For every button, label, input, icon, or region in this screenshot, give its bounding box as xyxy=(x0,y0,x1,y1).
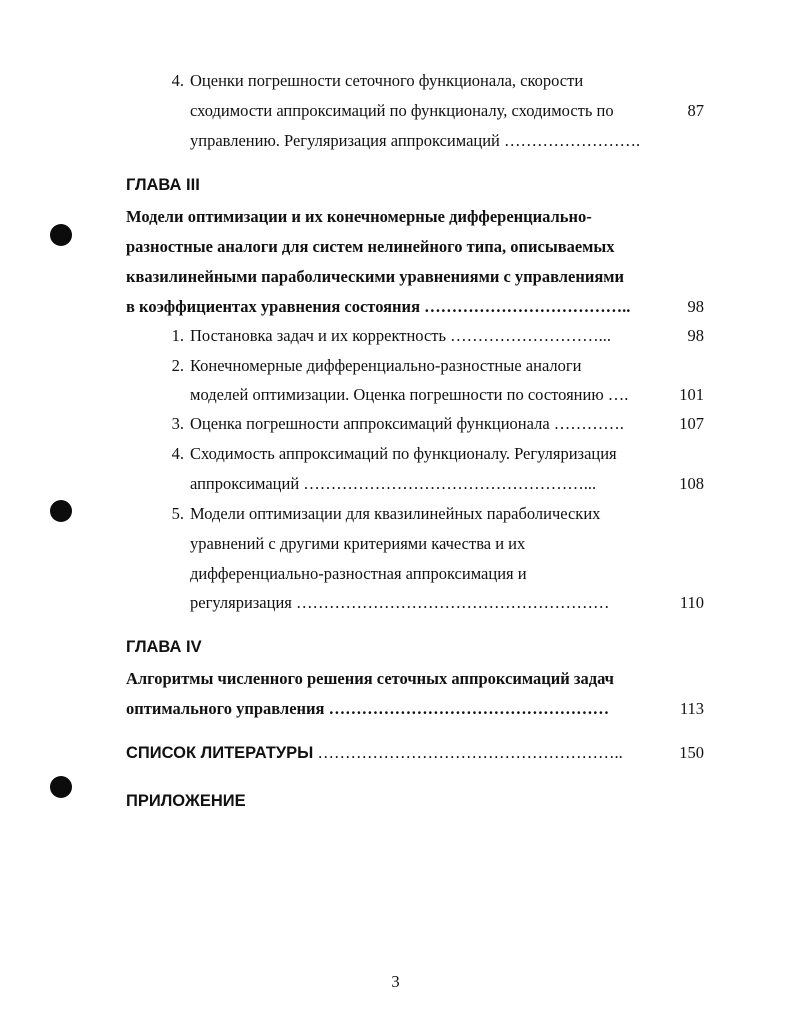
references-label: СПИСОК ЛИТЕРАТУРЫ xyxy=(126,744,314,762)
appendix-heading: ПРИЛОЖЕНИЕ xyxy=(126,792,246,810)
page-number: 101 xyxy=(679,385,704,404)
chapter-title-line: в коэффициентах уравнения состояния ……………………………….. xyxy=(126,297,631,316)
item-text-line: сходимости аппроксимаций по функционалу, сходимость по xyxy=(190,101,614,120)
item-text-line: Оценка погрешности аппроксимаций функционала …………. xyxy=(190,414,624,433)
page-number: 113 xyxy=(679,699,704,718)
item-text-line: Конечномерные дифференциально-разностные аналоги xyxy=(190,356,582,375)
page-number: 110 xyxy=(679,593,704,612)
item-text-line: управлению. Регуляризация аппроксимаций ……………………. xyxy=(190,131,641,150)
page-number: 98 xyxy=(687,326,704,345)
item-number: 1. xyxy=(171,326,184,345)
page-number: 107 xyxy=(679,414,704,433)
item-text-line: уравнений с другими критериями качества и их xyxy=(190,534,526,553)
item-text-line: моделей оптимизации. Оценка погрешности по состоянию …. xyxy=(190,385,629,404)
item-text-line: дифференциально-разностная аппроксимация и xyxy=(190,564,527,583)
page-number: 108 xyxy=(679,474,704,493)
chapter-title-line: Модели оптимизации и их конечномерные дифференциально- xyxy=(126,207,592,226)
punch-hole-middle xyxy=(50,500,72,522)
footer-page-number: 3 xyxy=(391,972,400,991)
references-leader: ……………………………………………….. xyxy=(313,743,623,762)
page-number: 150 xyxy=(679,743,704,762)
item-text-line: регуляризация ………………………………………………… xyxy=(190,593,610,612)
chapter-title-line: Алгоритмы численного решения сеточных аппроксимаций задач xyxy=(126,669,614,688)
item-text-line: Модели оптимизации для квазилинейных параболических xyxy=(190,504,601,523)
item-text-line: аппроксимаций ……………………………………………... xyxy=(190,474,597,493)
item-number: 5. xyxy=(171,504,184,523)
item-number: 4. xyxy=(171,444,184,463)
page-number: 98 xyxy=(687,297,704,316)
chapter-heading: ГЛАВА III xyxy=(126,176,200,194)
page-number: 87 xyxy=(687,101,704,120)
chapter-title-line: квазилинейными параболическими уравнениями с управлениями xyxy=(126,267,625,286)
item-text-line: Оценки погрешности сеточного функционала, скорости xyxy=(190,71,584,90)
references-entry xyxy=(126,743,623,764)
item-text-line: Сходимость аппроксимаций по функционалу. Регуляризация xyxy=(190,444,617,463)
chapter-heading: ГЛАВА IV xyxy=(126,638,202,656)
punch-hole-top xyxy=(50,224,72,246)
item-number: 3. xyxy=(171,414,184,433)
item-number: 2. xyxy=(171,356,184,375)
chapter-title-line: разностные аналоги для систем нелинейного типа, описываемых xyxy=(126,237,615,256)
chapter-title-line: оптимального управления …………………………………………… xyxy=(126,699,610,718)
item-number: 4. xyxy=(171,71,184,90)
item-text-line: Постановка задач и их корректность ………………………... xyxy=(190,326,612,345)
punch-hole-bottom xyxy=(50,776,72,798)
